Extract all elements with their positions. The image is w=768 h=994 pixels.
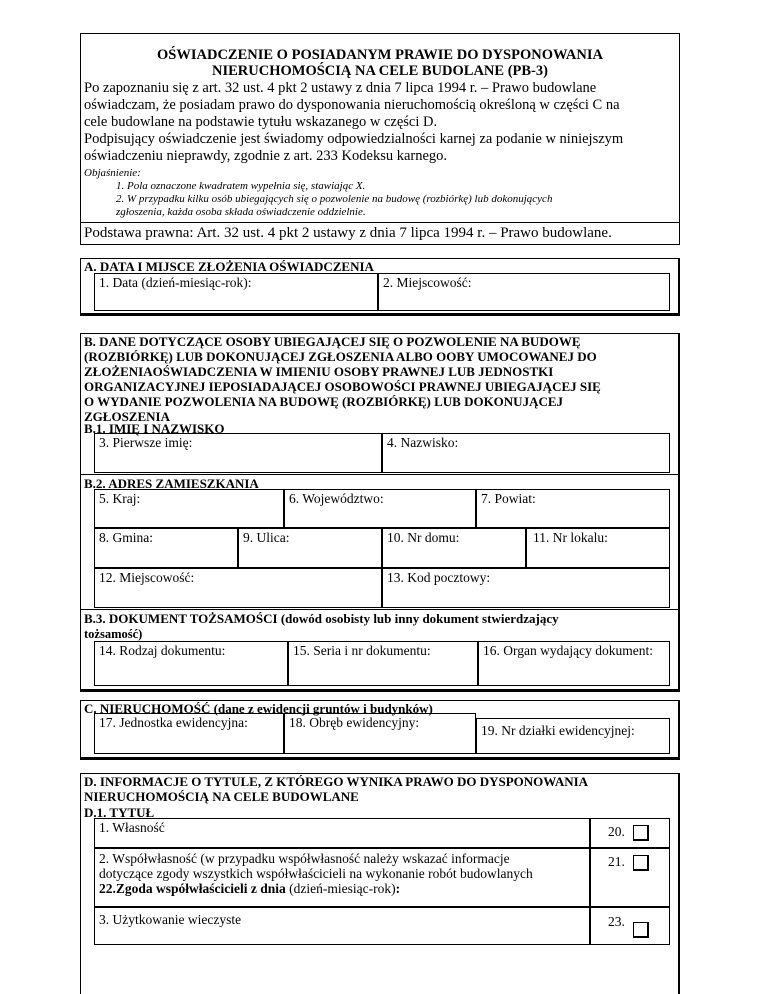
section-d-heading: NIERUCHOMOŚCIĄ NA CELE BUDOWLANE <box>84 789 359 804</box>
co-ownership-cell <box>590 848 670 907</box>
municipality-field[interactable] <box>94 528 238 568</box>
plot-number-label: 19. Nr działki ewidencyjnej: <box>481 723 635 738</box>
intro-line: Po zapoznaniu się z art. 32 ust. 4 pkt 2 ustawy z dnia 7 lipca 1994 r. – Prawo budowlane <box>84 80 597 96</box>
co-owners-consent-label <box>95 881 589 896</box>
co-ownership-row <box>94 848 590 907</box>
co-ownership-label: 2. Współwłasność (w przypadku współwłasność należy wskazać informacje <box>99 851 510 866</box>
intro-line: cele budowlane na podstawie tytułu wskazanego w części D. <box>84 114 438 130</box>
perpetual-usufruct-cell <box>590 907 670 945</box>
street-label: 9. Ulica: <box>243 530 290 545</box>
first-name-label: 3. Pierwsze imię: <box>99 435 193 450</box>
co-ownership-label: dotyczące zgody wszystkich współwłaścicieli na wykonanie robót budowlanych <box>99 866 533 881</box>
divider <box>80 222 680 223</box>
legal-basis: Podstawa prawna: Art. 32 ust. 4 pkt 2 ustawy z dnia 7 lipca 1994 r. – Prawo budowlane. <box>84 225 612 241</box>
d1-heading: D.1. TYTUŁ <box>84 805 155 820</box>
place-label: 2. Miejscowość: <box>383 275 472 290</box>
issuing-authority-field[interactable] <box>478 641 670 686</box>
locality-label: 12. Miejscowość: <box>99 570 195 585</box>
county-field[interactable] <box>476 489 670 528</box>
section-b-heading: ORGANIZACYJNEJ IEPOSIADAJĄCEJ OSOBOWOŚCI PRAWNEJ UBIEGAJĄCEJ SIĘ <box>84 379 601 394</box>
form-title-line2: NIERUCHOMOŚCIĄ NA CELE BUDOLANE (PB-3) <box>212 63 548 79</box>
perpetual-usufruct-checkbox[interactable] <box>633 922 649 938</box>
b1-heading: B.1. IMIĘ I NAZWISKO <box>84 421 225 436</box>
form-title-line1: OŚWIADCZENIE O POSIADANYM PRAWIE DO DYSPONOWANIA <box>157 47 603 63</box>
section-d-heading: D. INFORMACJE O TYTULE, Z KTÓREGO WYNIKA PRAWO DO DYSPONOWANIA <box>84 774 589 789</box>
explanation-item: zgłoszenia, każda osoba składa oświadczenie oddzielnie. <box>116 206 366 218</box>
country-label: 5. Kraj: <box>99 491 141 506</box>
municipality-label: 8. Gmina: <box>99 530 153 545</box>
plot-number-field[interactable] <box>476 718 670 754</box>
co-owners-consent-colon: : <box>395 881 401 896</box>
postal-code-field[interactable] <box>382 568 670 608</box>
ownership-checkbox[interactable] <box>633 825 649 841</box>
house-number-field[interactable] <box>382 528 526 568</box>
explanation-item: 1. Pola oznaczone kwadratem wypełnia się, stawiając X. <box>116 180 366 192</box>
registry-unit-label: 17. Jednostka ewidencyjna: <box>99 715 248 730</box>
section-b-heading: O WYDANIE POZWOLENIA NA BUDOWĘ (ROZBIÓRKĘ) LUB DOKONUJĄCEJ <box>84 394 564 409</box>
voivodeship-field[interactable] <box>284 489 476 528</box>
perpetual-usufruct-row <box>94 907 590 945</box>
date-field[interactable] <box>94 273 378 311</box>
apartment-number-label: 11. Nr lokalu: <box>533 530 608 545</box>
registry-precinct-field[interactable] <box>284 713 476 754</box>
locality-field[interactable] <box>94 568 382 608</box>
registry-unit-field[interactable] <box>94 713 284 754</box>
explanation-item: 2. W przypadku kilku osób ubiegających się o pozwolenie na budowę (rozbiórkę) lub dokonujących <box>116 193 553 205</box>
co-ownership-checkbox[interactable] <box>633 855 649 871</box>
document-type-label: 14. Rodzaj dokumentu: <box>99 643 226 658</box>
county-label: 7. Powiat: <box>481 491 536 506</box>
ownership-label: 1. Własność <box>99 820 165 835</box>
last-name-field[interactable] <box>382 433 670 473</box>
section-b-heading: ZGŁOSZENIA <box>84 409 170 424</box>
apartment-number-field[interactable] <box>526 528 670 568</box>
document-number-label: 15. Seria i nr dokumentu: <box>293 643 431 658</box>
perpetual-usufruct-label: 3. Użytkowanie wieczyste <box>99 912 242 927</box>
place-field[interactable] <box>378 273 670 311</box>
ownership-row <box>94 818 590 848</box>
street-field[interactable] <box>238 528 382 568</box>
intro-line: oświadczam, że posiadam prawo do dysponowania nieruchomością określoną w części C na <box>84 97 620 113</box>
voivodeship-label: 6. Województwo: <box>289 491 384 506</box>
ownership-number: 20. <box>608 824 625 839</box>
postal-code-label: 13. Kod pocztowy: <box>387 570 491 585</box>
co-owners-consent-format: (dzień-miesiąc-rok) <box>285 881 396 896</box>
last-name-label: 4. Nazwisko: <box>387 435 459 450</box>
issuing-authority-label: 16. Organ wydający dokument: <box>483 643 653 658</box>
divider <box>80 474 680 475</box>
first-name-field[interactable] <box>94 433 382 473</box>
co-owners-consent-title: 22.Zgoda współwłaścicieli z dnia <box>99 881 286 896</box>
section-b-heading: ZŁOŻENIAOŚWIADCZENIA W IMIENIU OSOBY PRAWNEJ LUB JEDNOSTKI <box>84 364 554 379</box>
intro-line: oświadczeniu nieprawdy, zgodnie z art. 233 Kodeksu karnego. <box>84 148 448 164</box>
country-field[interactable] <box>94 489 284 528</box>
b3-heading: tożsamość) <box>84 627 143 641</box>
explanation-title: Objaśnienie: <box>84 167 141 179</box>
section-b-heading: B. DANE DOTYCZĄCE OSOBY UBIEGAJĄCEJ SIĘ O POZWOLENIE NA BUDOWĘ <box>84 334 581 349</box>
intro-line: Podpisujący oświadczenie jest świadomy odpowiedzialności karnej za podanie w niniejszym <box>84 131 624 147</box>
b3-heading: B.3. DOKUMENT TOŻSAMOŚCI (dowód osobisty lub inny dokument stwierdzający <box>84 611 559 626</box>
document-type-field[interactable] <box>94 641 288 686</box>
co-ownership-number: 21. <box>608 854 625 869</box>
document-number-field[interactable] <box>288 641 478 686</box>
registry-precinct-label: 18. Obręb ewidencyjny: <box>289 715 420 730</box>
section-b-heading: (ROZBIÓRKĘ) LUB DOKONUJĄCEJ ZGŁOSZENIA ALBO OOBY UMOCOWANEJ DO <box>84 349 597 364</box>
perpetual-usufruct-number: 23. <box>608 914 625 929</box>
divider <box>80 609 680 610</box>
ownership-cell <box>590 818 670 848</box>
section-c-heading: C. NIERUCHOMOŚĆ (dane z ewidencji gruntów i budynków) <box>84 701 433 716</box>
date-label: 1. Data (dzień-miesiąc-rok): <box>99 275 252 290</box>
b2-heading: B.2. ADRES ZAMIESZKANIA <box>84 476 259 491</box>
house-number-label: 10. Nr domu: <box>387 530 460 545</box>
section-a-heading: A. DATA I MIJSCE ZŁOŻENIA OŚWIADCZENIA <box>84 259 374 274</box>
